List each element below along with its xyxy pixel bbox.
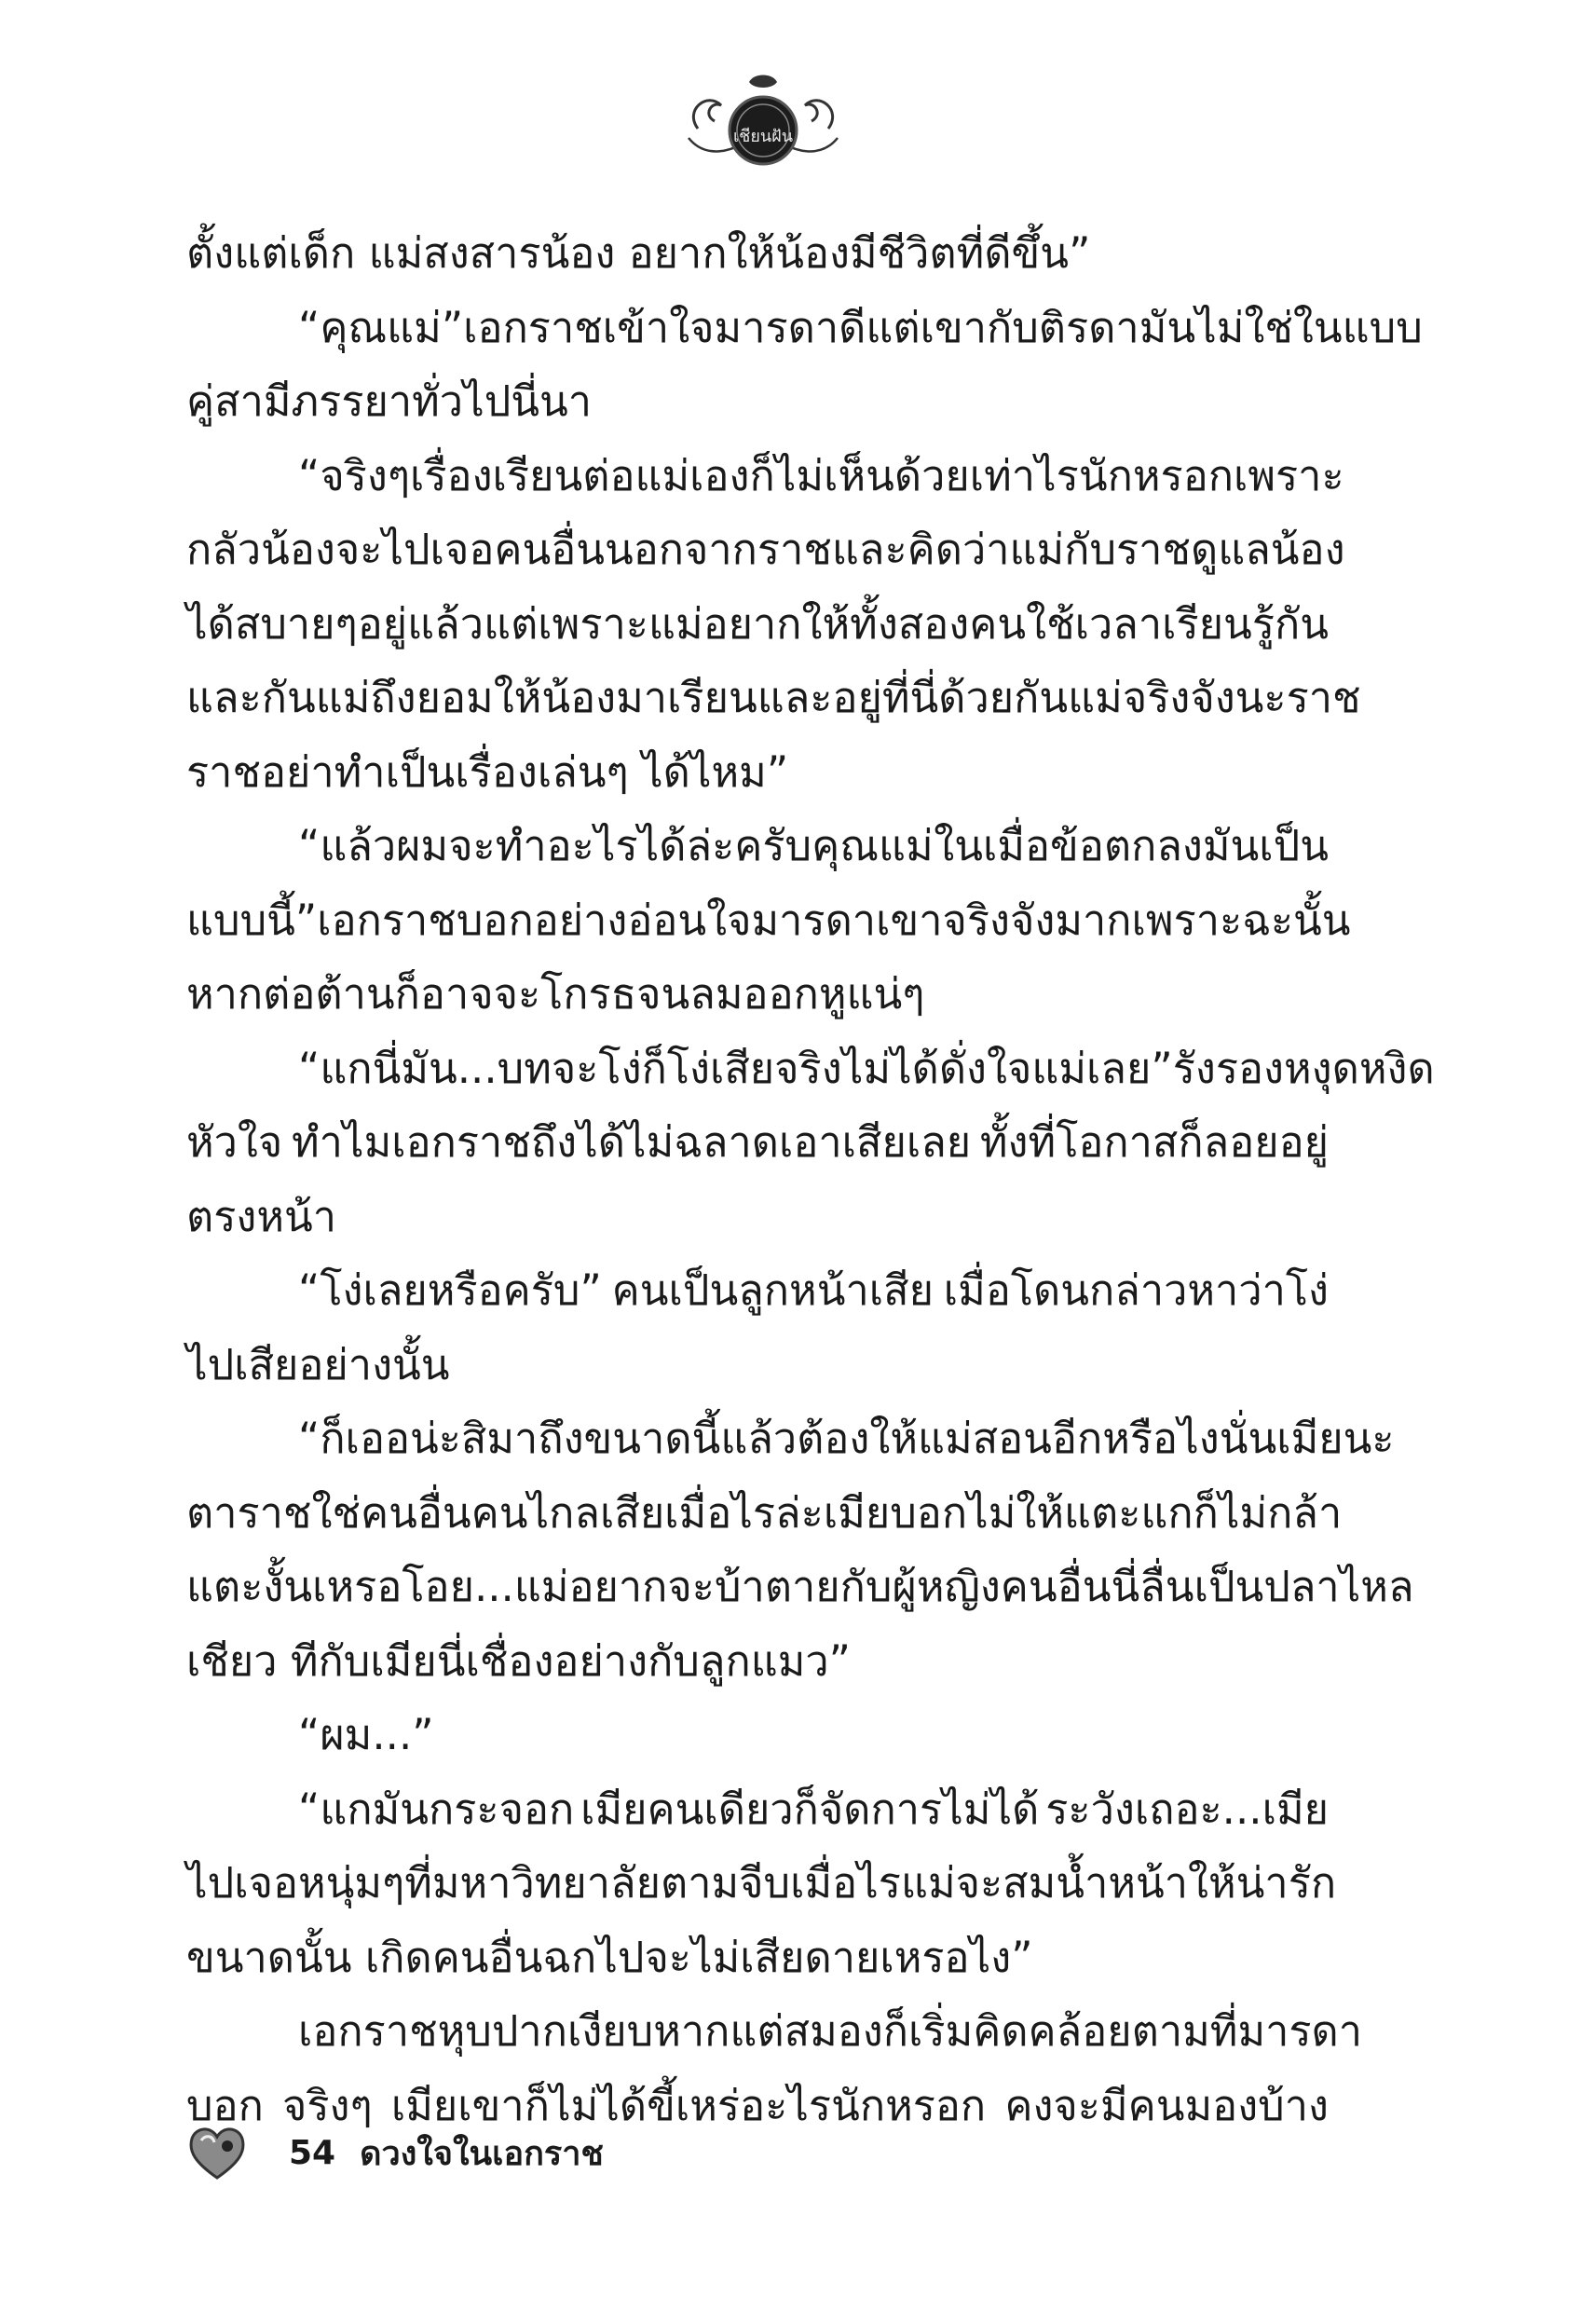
text-word: รังรองหงุดหงิด — [1172, 1043, 1435, 1093]
text-line — [186, 291, 1423, 365]
text-line — [186, 1180, 1329, 1254]
text-line — [186, 735, 1329, 810]
text-word: เอกราชเข้าใจมารดาดี — [463, 302, 866, 352]
text-line-content: ไปเสียอย่างนั้น — [186, 1339, 450, 1389]
text-word: ไปเจอหนุ่มๆ — [186, 1858, 405, 1908]
text-line-content: ตรงหน้า — [186, 1191, 337, 1241]
text-word: กับผู้หญิงคนอื่นนี่ลื่นเป็นปลาไหล — [839, 1562, 1414, 1611]
text-line — [186, 1921, 1329, 1995]
text-word: น่ารัก — [1235, 1858, 1337, 1908]
text-word: ใช่คนอื่นคนไกลเสียเมื่อไรล่ะ — [311, 1487, 824, 1538]
text-line — [186, 1402, 1395, 1476]
text-word: ทั้งที่โอกาสก็ลอยอยู่ — [979, 1117, 1329, 1167]
text-line — [186, 1698, 1329, 1772]
text-word: มารดาเขาจริงจังมาก — [751, 895, 1132, 945]
text-word: อยู่แล้ว — [357, 598, 484, 649]
text-word: เพราะฉะนั้น — [1131, 895, 1351, 945]
text-word: “แกนี่มัน...บทจะโง่ก็โง่เสียจริง — [298, 1043, 842, 1093]
text-word: “คุณแม่” — [298, 302, 464, 352]
text-line — [186, 513, 1345, 587]
text-line-content: ขนาดนั้น เกิดคนอื่นฉกไปจะไม่เสียดายเหรอไง” — [186, 1932, 1033, 1982]
text-word: แม่ถึงยอมให้น้องมาเรียนและอยู่ที่นี่ด้วยกัน — [315, 673, 1069, 722]
text-word: “แกมันกระจอก — [298, 1784, 575, 1834]
text-line — [186, 1772, 1329, 1847]
text-word: บอก — [186, 2080, 264, 2130]
text-word: แกก็ไม่กล้า — [1140, 1487, 1343, 1538]
text-line — [186, 1994, 1363, 2069]
text-word: เพราะ — [1233, 450, 1344, 500]
text-word: เมียคนเดียวก็จัดการไม่ได้ — [580, 1784, 1040, 1834]
text-word: คนเป็นลูกหน้าเสีย — [611, 1265, 934, 1315]
text-word: คงจะมีคนมองบ้าง — [1004, 2080, 1329, 2130]
text-line-content: “ผม...” — [298, 1710, 434, 1759]
text-word: ที่มหาวิทยาลัยตามจีบเมื่อไร — [404, 1858, 901, 1908]
book-title: ดวงใจในเอกราช — [360, 2134, 604, 2173]
text-line — [186, 1624, 1329, 1699]
text-word: “ก็เออน่ะสิ — [298, 1414, 487, 1463]
text-word: ในเมื่อข้อตกลงมันเป็น — [934, 821, 1329, 870]
text-word: เอกราชหุบปากเงียบ — [298, 2006, 654, 2056]
text-line-content: ราชอย่าทำเป็นเรื่องเล่นๆ ได้ไหม” — [186, 746, 789, 797]
text-line — [186, 1253, 1329, 1328]
text-line — [186, 439, 1344, 513]
emblem-label: เชียนฝัน — [732, 127, 794, 146]
text-word: แบบนี้” — [186, 895, 318, 945]
text-word: “จริงๆ — [298, 450, 410, 500]
text-line — [186, 1328, 1329, 1402]
emblem-logo — [679, 73, 847, 177]
text-line-content: เชียว ทีกับเมียนี่เชื่องอย่างกับลูกแมว” — [186, 1635, 851, 1686]
text-word: แม่จะสมน้ำหน้าให้ — [900, 1858, 1236, 1908]
text-line — [186, 809, 1329, 883]
text-line — [186, 1550, 1414, 1624]
text-word: แต่เขากับติรดามันไม่ใช่ในแบบ — [866, 302, 1423, 352]
text-line — [186, 661, 1361, 735]
text-word: แต่เพราะแม่อยากให้ทั้งสองคนใช้เวลาเรียนรู้กัน — [484, 598, 1329, 649]
text-word: นั่นเมียนะ — [1219, 1414, 1395, 1463]
text-line — [186, 1846, 1337, 1921]
text-word: มาถึงขนาดนี้แล้วต้องให้แม่สอนอีกหรือไง — [486, 1414, 1220, 1463]
text-word: ทำไมเอกราชถึงได้ไม่ฉลาดเอาเสียเลย — [292, 1117, 972, 1167]
text-line-content: ตั้งแต่เด็ก แม่สงสารน้อง อยากให้น้องมีชีวิตที่ดีขึ้น” — [186, 228, 1091, 278]
text-word: หากแต่สมองก็เริ่มคิดคล้อยตามที่มารดา — [653, 2006, 1363, 2056]
text-word: กลัวน้องจะไปเจอคนอื่นนอกจากราช — [186, 525, 832, 574]
text-line — [186, 1032, 1435, 1106]
text-word: เมียเขาก็ไม่ได้ขี้เหร่อะไรนักหรอก — [390, 2080, 987, 2130]
text-word: ระวังเถอะ...เมีย — [1045, 1784, 1329, 1834]
page-number: 54 — [289, 2133, 336, 2172]
text-word: เรื่องเรียนต่อ — [410, 450, 635, 500]
text-line — [186, 1105, 1329, 1180]
text-line — [186, 587, 1329, 662]
text-word: เอกราชบอกอย่างอ่อนใจ — [317, 895, 752, 945]
body-text — [186, 216, 1435, 2142]
page-footer — [186, 2115, 604, 2190]
text-word: แม่จริงจังนะราช — [1068, 673, 1361, 722]
text-line-content: คู่สามีภรรยาทั่วไปนี่นา — [186, 376, 593, 426]
text-word: ไม่ได้ดั่งใจแม่เลย” — [841, 1043, 1173, 1093]
text-line — [186, 957, 1329, 1032]
text-word: ตาราช — [186, 1487, 312, 1538]
text-line — [186, 1476, 1343, 1551]
text-line-content: หากต่อต้านก็อาจจะโกรธจนลมออกหูแน่ๆ — [186, 969, 925, 1019]
heart-icon — [186, 2124, 248, 2181]
text-word: แม่เองก็ไม่เห็นด้วยเท่าไรนักหรอก — [634, 450, 1234, 500]
text-line — [186, 883, 1351, 958]
text-word: “โง่เลยหรือครับ” — [298, 1265, 602, 1315]
text-word: หัวใจ — [186, 1117, 283, 1167]
text-word: เมื่อโดนกล่าวหาว่าโง่ — [943, 1265, 1329, 1315]
text-word: และคิดว่าแม่กับราชดูแลน้อง — [831, 525, 1345, 574]
text-word: และกัน — [186, 673, 316, 722]
text-line — [186, 216, 1329, 291]
text-word: ได้สบายๆ — [186, 598, 358, 649]
text-word: จริงๆ — [282, 2080, 373, 2130]
text-line — [186, 364, 1329, 439]
text-word: แตะงั้นเหรอ — [186, 1562, 402, 1611]
text-word: เมียบอกไม่ให้แตะ — [823, 1487, 1141, 1538]
text-word: “แล้วผมจะทำอะไรได้ล่ะครับคุณแม่ — [298, 821, 934, 870]
text-word: โอย...แม่อยากจะบ้าตาย — [402, 1562, 840, 1611]
